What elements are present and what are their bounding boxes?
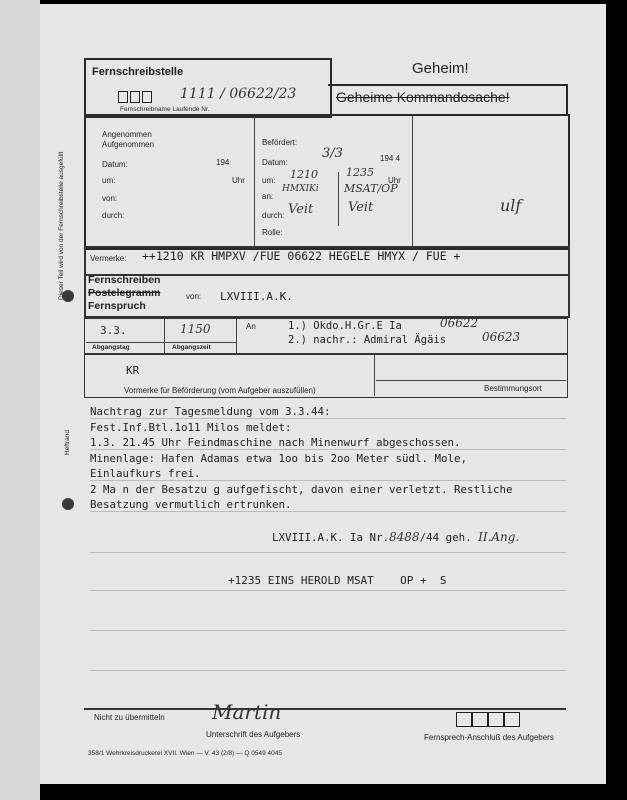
ruled-line bbox=[90, 630, 566, 631]
name-label: Fernschreibname Laufende Nr. bbox=[120, 106, 210, 113]
abgangszeit-value: 1150 bbox=[180, 322, 211, 336]
forwarded-time-2: 1235 bbox=[346, 166, 374, 179]
forwarded-to-2: MSAT/OP bbox=[344, 182, 398, 195]
vormerke-label: Vormerke für Beförderung (vom Aufgeber auszufüllen) bbox=[124, 386, 316, 395]
ruled-line bbox=[90, 552, 566, 553]
punch-hole bbox=[62, 498, 74, 510]
received-year: 194 bbox=[216, 158, 230, 167]
forwarded-year: 194 4 bbox=[380, 154, 401, 163]
received-date-label: Datum: bbox=[102, 160, 128, 169]
meta-divider bbox=[236, 318, 237, 354]
abgangstag-value: 3.3. bbox=[100, 324, 127, 337]
forwarded-to-1: HMXIKi bbox=[282, 184, 319, 194]
vermerke-label: Vermerke: bbox=[90, 254, 127, 263]
sender-signature: Martin bbox=[212, 700, 282, 724]
ruled-line bbox=[90, 480, 566, 481]
ruled-line bbox=[90, 590, 566, 591]
forwarded-uhr: Uhr bbox=[388, 176, 401, 185]
meta-rule bbox=[86, 342, 236, 343]
recipient-2: 2.) nachr.: Admiral Ägäis bbox=[288, 334, 447, 346]
recipient-2-number: 06623 bbox=[482, 330, 521, 344]
phone-label: Fernsprech-Anschluß des Aufgebers bbox=[424, 733, 554, 742]
body-line: Einlaufkurs frei. bbox=[90, 467, 201, 480]
received-time-label: um: bbox=[102, 176, 116, 185]
ruled-line bbox=[90, 511, 566, 512]
routing-rule bbox=[376, 380, 566, 381]
vermerke-text: ++1210 KR HMPXV /FUE 06622 HEGELE HMYX / FUE + bbox=[142, 249, 461, 263]
not-transmit-label: Nicht zu übermitteln bbox=[94, 713, 165, 722]
forwarded-date-value: 3/3 bbox=[322, 146, 343, 161]
printer-line: 358/1 Wehrkreisdruckerei XVII. Wien — V. 43 (2/8) — Q 0549 4045 bbox=[88, 750, 283, 757]
forwarded-title: Befördert: bbox=[262, 138, 298, 147]
ruled-line bbox=[90, 449, 566, 450]
signature-label: Unterschrift des Aufgebers bbox=[206, 730, 301, 739]
classification-command: Geheime Kommandosache! bbox=[336, 89, 510, 105]
operator-initials: ulf bbox=[500, 196, 522, 215]
forwarded-date-label: Datum: bbox=[262, 158, 288, 167]
abgangszeit-label: Abgangszeit bbox=[172, 344, 211, 351]
body-line: Fest.Inf.Btl.1o11 Milos meldet: bbox=[90, 420, 292, 434]
reference-hand: II.Ang. bbox=[478, 530, 520, 544]
reference-number: 8488 bbox=[389, 530, 420, 544]
bestimmungsort-label: Bestimmungsort bbox=[484, 384, 542, 393]
type-telegram: Postelegramm bbox=[88, 287, 161, 299]
forwarded-by-2: Veit bbox=[348, 200, 374, 215]
reference-suffix: /44 geh. bbox=[419, 531, 472, 544]
transmit-confirmation: +1235 EINS HEROLD MSAT OP + S bbox=[228, 574, 447, 587]
routing-kr: KR bbox=[126, 364, 140, 377]
forwarded-divider bbox=[338, 172, 339, 226]
heftrand-label: Heftrand bbox=[64, 430, 71, 455]
received-label: Angenommen bbox=[102, 130, 152, 139]
body-line: Besatzung vermutlich ertrunken. bbox=[90, 498, 292, 511]
body-line: Minenlage: Hafen Adamas etwa 1oo bis 2oo Meter südl. Mole, bbox=[90, 451, 468, 465]
forwarded-time-1: 1210 bbox=[290, 168, 318, 181]
received-by-label: durch: bbox=[102, 211, 125, 220]
abgangstag-label: Abgangstag bbox=[92, 344, 130, 351]
forwarded-to-label: an: bbox=[262, 192, 274, 201]
recipient-1: 1.) Okdo.H.Gr.E Ia bbox=[288, 320, 402, 332]
reference-text: LXVIII.A.K. Ia Nr. bbox=[272, 531, 390, 544]
ruled-line bbox=[90, 418, 566, 419]
ruled-line bbox=[90, 670, 566, 671]
office-title: Fernschreibstelle bbox=[92, 66, 184, 78]
sender-label: von: bbox=[186, 292, 202, 301]
body-line: Nachtrag zur Tagesmeldung vom 3.3.44: bbox=[90, 405, 331, 418]
taken-label: Aufgenommen bbox=[102, 140, 155, 149]
reference-line bbox=[272, 530, 519, 544]
phone-squares bbox=[456, 712, 520, 732]
scan-margin bbox=[0, 0, 40, 800]
routing-grid bbox=[84, 114, 570, 250]
classification-secret: Geheim! bbox=[412, 60, 469, 77]
meta-divider bbox=[164, 318, 165, 354]
recipient-label: An bbox=[246, 322, 256, 331]
forwarded-time-label: um: bbox=[262, 176, 276, 185]
sender-value: LXVIII.A.K. bbox=[220, 290, 293, 303]
forwarded-by-label: durch: bbox=[262, 211, 285, 220]
grid-divider bbox=[412, 116, 413, 246]
body-line: 1.3. 21.45 Uhr Feindmaschine nach Minenwurf abgeschossen. bbox=[90, 436, 461, 449]
body-line: 2 Ma n der Besatzu g aufgefischt, davon einer verletzt. Restliche bbox=[90, 482, 513, 496]
received-from-label: von: bbox=[102, 194, 118, 203]
bottom-rule bbox=[84, 708, 566, 710]
routing-divider bbox=[374, 354, 375, 396]
received-uhr: Uhr bbox=[232, 176, 245, 185]
forwarded-by-1: Veit bbox=[288, 202, 314, 217]
forwarded-roll-label: Rolle: bbox=[262, 228, 283, 237]
side-note: Dieser Teil wird von der Fernschreibstelle ausgefüllt bbox=[58, 151, 65, 300]
recipient-1-number: 06622 bbox=[440, 316, 479, 330]
type-phone: Fernspruch bbox=[88, 300, 146, 312]
message-body bbox=[90, 404, 513, 513]
type-teletype: Fernschreiben bbox=[88, 274, 161, 286]
grid-divider bbox=[254, 116, 255, 246]
handwritten-number: 1111 / 06622/23 bbox=[180, 86, 297, 102]
